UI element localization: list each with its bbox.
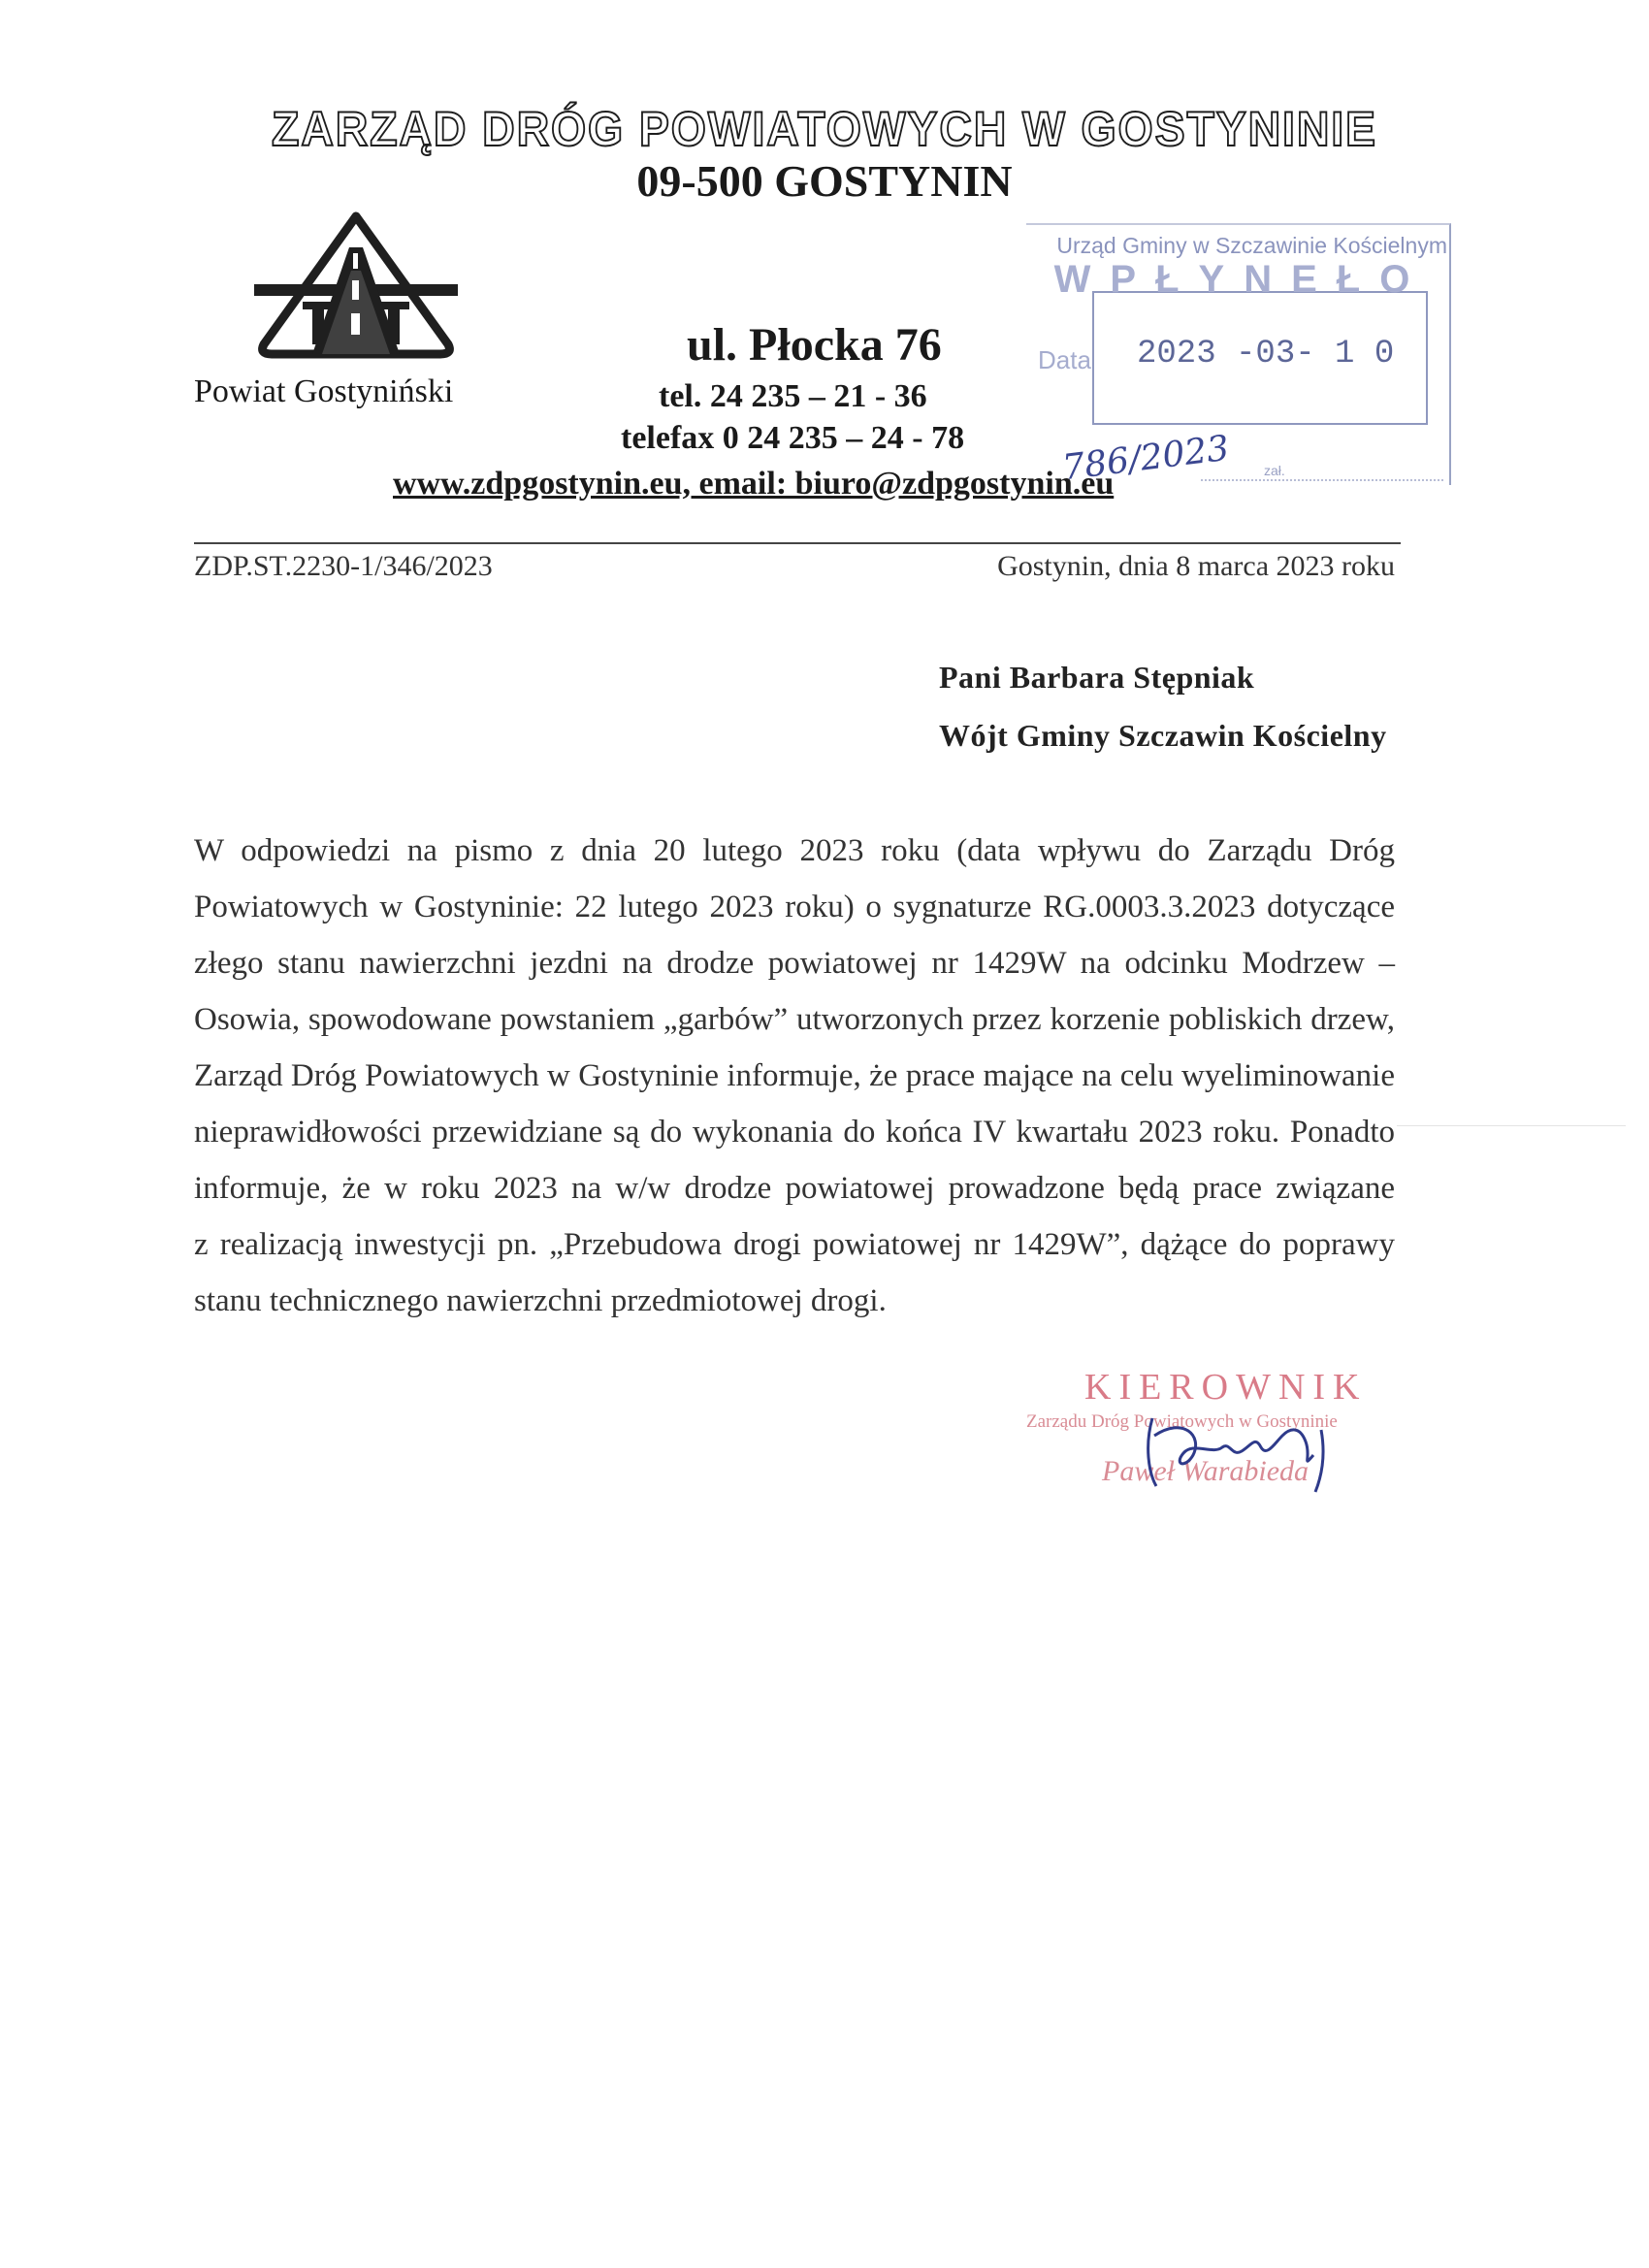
road-logo-icon [254, 209, 458, 364]
scan-artifact-line [1397, 1125, 1626, 1126]
stamp-date: 2023 -03- 1 0 [1137, 336, 1395, 373]
stamp-received: WPŁYNEŁO [1053, 258, 1430, 301]
letter-body [194, 823, 1395, 1329]
recipient-name: Pani Barbara Stępniak [939, 660, 1255, 695]
body-line: nieprawidłowości przewidziane są do wykonania do końca IV kwartału 2023 roku. Ponadto [194, 1115, 1395, 1150]
stamp-handwritten-number: 786/2023 [1060, 428, 1232, 489]
stamp-organization: Urząd Gminy w Szczawinie Kościelnym [1056, 233, 1447, 258]
recipient-title: Wójt Gminy Szczawin Kościelny [939, 718, 1387, 753]
body-line: informuje, że w roku 2023 na w/w drodze powiatowej prowadzone będą prace związane [194, 1171, 1395, 1206]
signature-name: Paweł Warabieda [1102, 1455, 1310, 1487]
body-line: z realizacją inwestycji pn. „Przebudowa drogi powiatowej nr 1429W”, dążące do poprawy [194, 1227, 1395, 1262]
body-line: Powiatowych w Gostyninie: 22 lutego 2023 roku) o sygnaturze RG.0003.3.2023 dotyczące [194, 890, 1395, 924]
phone-number: tel. 24 235 – 21 - 36 [659, 378, 927, 414]
body-line: Osowia, spowodowane powstaniem „garbów” utworzonych przez korzenie pobliskich drzew, [194, 1002, 1395, 1037]
stamp-dotted-line [1201, 479, 1443, 481]
fax-number: telefax 0 24 235 – 24 - 78 [621, 420, 965, 456]
document-date: Gostynin, dnia 8 marca 2023 roku [997, 550, 1395, 582]
county-name: Powiat Gostyniński [194, 373, 454, 409]
header-divider [194, 542, 1401, 544]
body-line: W odpowiedzi na pismo z dnia 20 lutego 2023 roku (data wpływu do Zarządu Dróg [194, 833, 1395, 868]
body-line: złego stanu nawierzchni jezdni na drodze powiatowej nr 1429W na odcinku Modrzew – [194, 946, 1395, 981]
organization-title: ZARZĄD DRÓG POWIATOWYCH W GOSTYNINIE [272, 102, 1377, 156]
body-line: stanu technicznego nawierzchni przedmiotowej drogi. [194, 1283, 887, 1318]
street-address: ul. Płocka 76 [687, 319, 942, 371]
handwritten-signature-icon [1116, 1397, 1348, 1494]
organization-city: 09-500 GOSTYNIN [636, 156, 1013, 206]
body-line: Zarząd Dróg Powiatowych w Gostyninie informuje, że prace mające na celu wyeliminowanie [194, 1058, 1395, 1093]
signature-title: KIEROWNIK [1084, 1367, 1368, 1408]
signature-organization: Zarządu Dróg Powiatowych w Gostyninie [1026, 1411, 1338, 1432]
document-reference: ZDP.ST.2230-1/346/2023 [194, 550, 493, 582]
stamp-date-label: Data [1038, 345, 1091, 374]
stamp-attachment-label: zał. [1264, 463, 1285, 478]
website-email-link[interactable]: www.zdpgostynin.eu, email: biuro@zdpgostynin.eu [393, 466, 1115, 502]
